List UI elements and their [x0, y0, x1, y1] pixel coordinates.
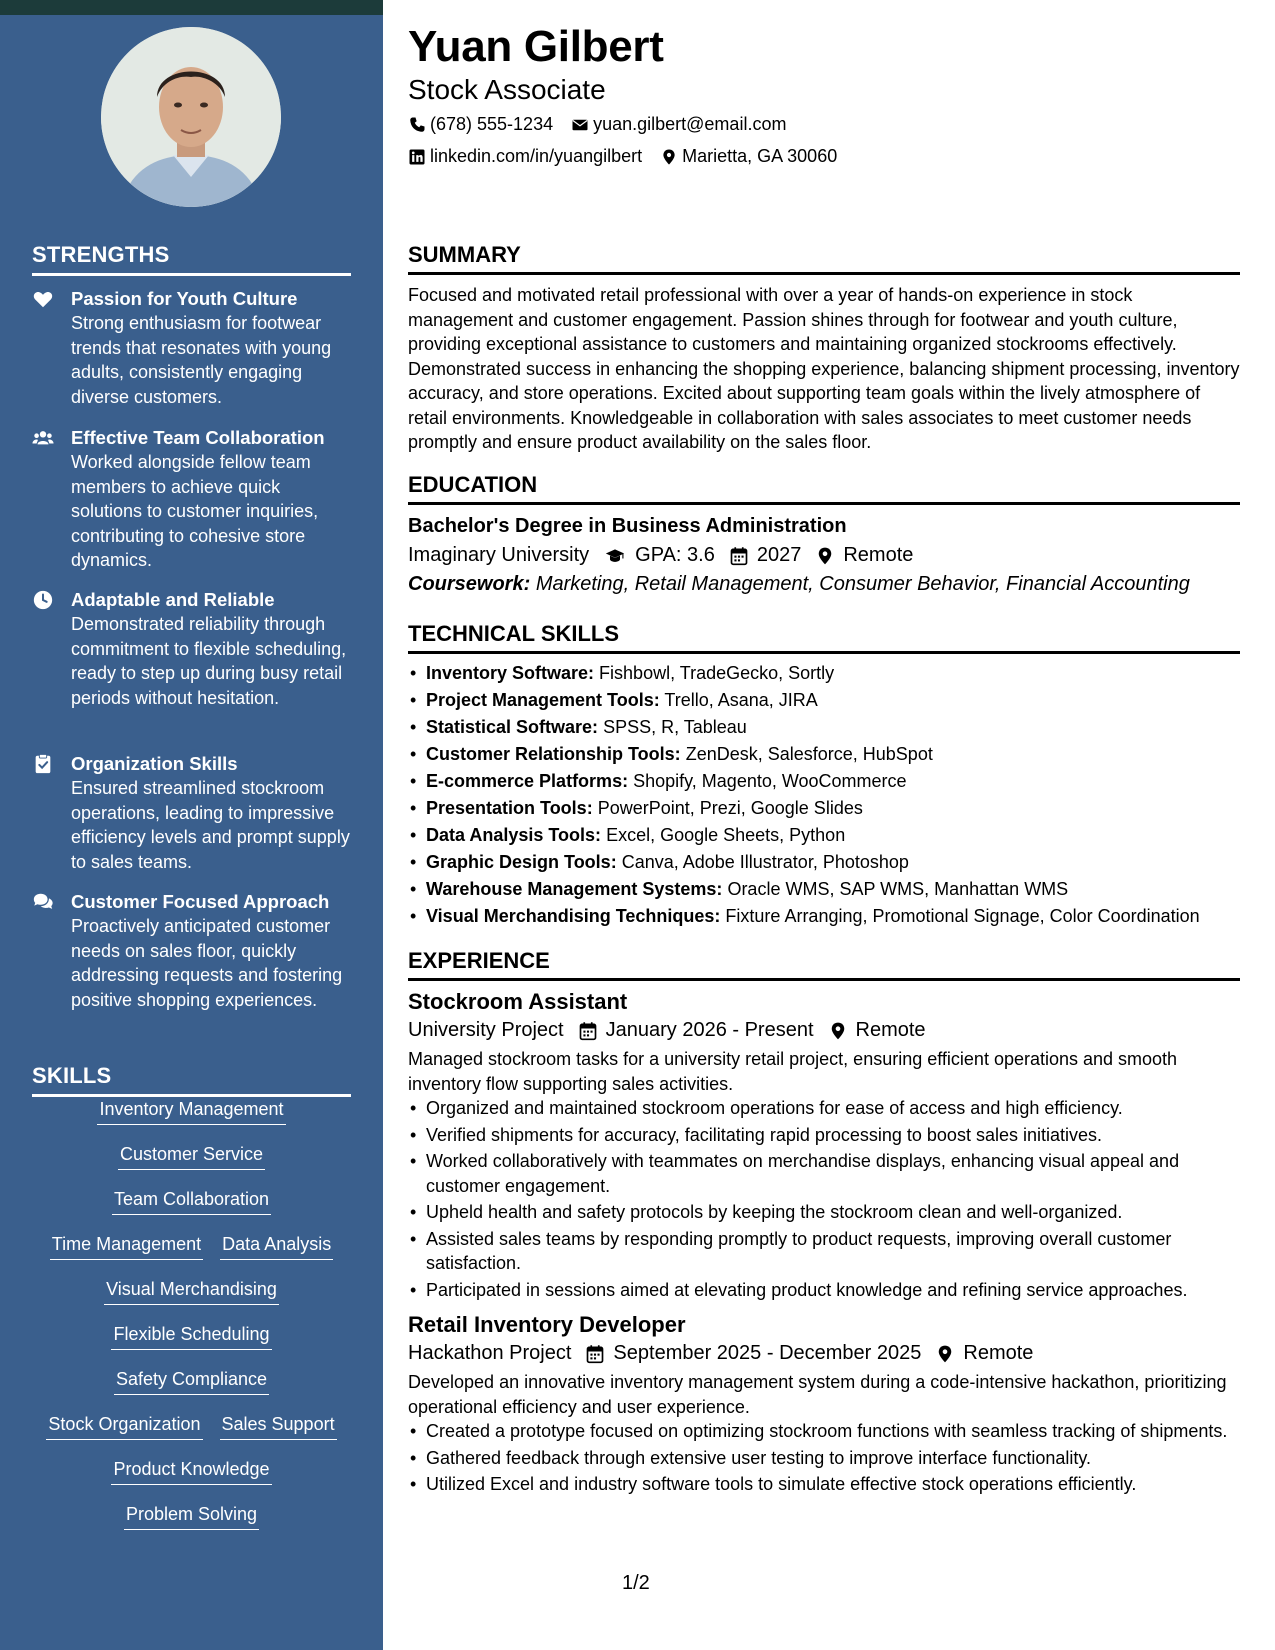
strength-description: Ensured streamlined stockroom operations, leading to impressive efficiency levels and prompt supply to sales teams.	[71, 778, 350, 872]
skill-tag: Time Management	[50, 1232, 203, 1260]
summary-heading: SUMMARY	[408, 242, 1240, 275]
skill-values: Excel, Google Sheets, Python	[606, 825, 846, 845]
job-dates: January 2026 - Present	[605, 1019, 814, 1041]
envelope-icon	[571, 116, 589, 134]
avatar	[101, 27, 281, 207]
gpa: GPA: 3.6	[635, 544, 715, 566]
job-location: Remote	[963, 1342, 1034, 1364]
linkedin-icon	[408, 148, 426, 166]
contact-row-2	[408, 146, 837, 167]
list-item: • Utilized Excel and industry software tools to simulate effective stock operations efficiently.	[408, 1472, 1240, 1497]
skill-category: Visual Merchandising Techniques:	[426, 906, 721, 926]
strength-title: Adaptable and Reliable	[71, 589, 275, 610]
job-organization: Hackathon Project	[408, 1342, 572, 1364]
job-title-headline: Stock Associate	[408, 74, 606, 105]
linkedin-url: linkedin.com/in/yuangilbert	[430, 146, 643, 166]
list-item: • Created a prototype focused on optimizing stockroom functions with seamless tracking of shipments.	[408, 1419, 1240, 1444]
technical-skills-list	[408, 660, 1240, 930]
location-contact	[660, 146, 837, 167]
phone-icon	[408, 116, 426, 134]
skill-category: Inventory Software:	[426, 663, 595, 683]
skill-tag: Safety Compliance	[114, 1367, 269, 1395]
strength-item	[32, 752, 351, 874]
graduation-cap-icon	[603, 546, 627, 566]
phone-number: (678) 555-1234	[430, 114, 554, 134]
job-summary: Developed an innovative inventory management system during a code-intensive hackathon, prioritizing operational efficiency and user experience.	[408, 1372, 1227, 1417]
skill-category: E-commerce Platforms:	[426, 771, 629, 791]
strength-title: Customer Focused Approach	[71, 891, 330, 912]
list-item	[408, 687, 1240, 714]
skill-category: Statistical Software:	[426, 717, 599, 737]
users-icon	[32, 427, 54, 449]
skill-tag: Flexible Scheduling	[111, 1322, 271, 1350]
strengths-section	[32, 242, 351, 276]
skill-values: Canva, Adobe Illustrator, Photoshop	[621, 852, 909, 872]
skill-tag: Inventory Management	[97, 1097, 285, 1125]
coursework-list: Marketing, Retail Management, Consumer Behavior, Financial Accounting	[535, 573, 1190, 595]
school-name: Imaginary University	[408, 544, 590, 566]
map-pin-icon	[828, 1021, 848, 1041]
contact-row	[408, 114, 786, 135]
calendar-icon	[585, 1344, 605, 1364]
summary-text: Focused and motivated retail professional with over a year of hands-on experience in stock management and customer engagement. Passion shines through for footwear and youth culture, providing exceptional assistance to customers and maintaining organized stockrooms effectively. Demonstrated success in enhancing the shopping experience, balancing shipment processing, inventory accuracy, and store operations. Excited about supporting team goals within the lively atmosphere of retail environments. Knowledgeable in collaboration with sales associates to meet customer needs promptly and ensure product availability on the sales floor.	[408, 285, 1240, 452]
skill-tag: Product Knowledge	[111, 1457, 271, 1485]
skill-values: Trello, Asana, JIRA	[664, 690, 818, 710]
skill-values: SPSS, R, Tableau	[603, 717, 747, 737]
strength-description: Worked alongside fellow team members to achieve quick solutions to customer inquiries, contributing to cohesive store dynamics.	[71, 452, 319, 570]
avatar-portrait-icon	[101, 27, 281, 207]
strength-item	[32, 588, 351, 710]
list-item: • Worked collaboratively with teammates on merchandise displays, enhancing visual appeal and customer engagement.	[408, 1149, 1240, 1198]
strength-item	[32, 287, 351, 409]
list-item	[408, 795, 1240, 822]
skill-tag: Visual Merchandising	[104, 1277, 279, 1305]
strength-description: Strong enthusiasm for footwear trends that resonates with young adults, consistently engaging diverse customers.	[71, 313, 332, 407]
skill-tag: Team Collaboration	[112, 1187, 271, 1215]
job-location: Remote	[855, 1019, 926, 1041]
strength-description: Demonstrated reliability through commitment to flexible scheduling, ready to step up during busy retail periods without hesitation.	[71, 614, 347, 708]
list-item: • Upheld health and safety protocols by keeping the stockroom clean and well-organized.	[408, 1200, 1240, 1225]
list-item	[408, 876, 1240, 903]
strength-title: Organization Skills	[71, 753, 238, 774]
job-title: Retail Inventory Developer	[408, 1312, 686, 1337]
strength-item	[32, 426, 351, 573]
calendar-icon	[578, 1021, 598, 1041]
education-section	[408, 472, 1240, 596]
skill-values: ZenDesk, Salesforce, HubSpot	[685, 744, 933, 764]
list-item	[408, 714, 1240, 741]
list-item: • Organized and maintained stockroom operations for ease of access and high efficiency.	[408, 1096, 1240, 1121]
education-location: Remote	[843, 544, 914, 566]
sidebar-top-bar	[0, 0, 383, 15]
skills-list	[32, 1097, 351, 1547]
job-bullets	[408, 1419, 1240, 1497]
heart-icon	[32, 288, 54, 310]
skill-category: Project Management Tools:	[426, 690, 660, 710]
job-title: Stockroom Assistant	[408, 989, 628, 1014]
education-heading: EDUCATION	[408, 472, 1240, 505]
job-entry	[408, 989, 1240, 1302]
linkedin-contact[interactable]	[408, 146, 642, 167]
skill-tag: Sales Support	[220, 1412, 337, 1440]
skill-category: Graphic Design Tools:	[426, 852, 617, 872]
experience-heading: EXPERIENCE	[408, 948, 1240, 981]
coursework	[408, 573, 1240, 596]
skill-values: PowerPoint, Prezi, Google Slides	[597, 798, 863, 818]
experience-section	[408, 948, 1240, 1499]
graduation-year: 2027	[756, 544, 802, 566]
calendar-icon	[729, 546, 749, 566]
skills-section	[32, 1063, 351, 1097]
skill-values: Fishbowl, TradeGecko, Sortly	[599, 663, 835, 683]
clock-icon	[32, 589, 54, 611]
list-item	[408, 768, 1240, 795]
skill-tag: Problem Solving	[124, 1502, 259, 1530]
list-item: • Assisted sales teams by responding promptly to product requests, improving overall customer satisfaction.	[408, 1227, 1240, 1276]
job-meta	[408, 1019, 1240, 1042]
strength-title: Effective Team Collaboration	[71, 427, 325, 448]
strength-title: Passion for Youth Culture	[71, 288, 298, 309]
job-summary: Managed stockroom tasks for a university retail project, ensuring efficient operations and smooth inventory flow supporting sales activities.	[408, 1049, 1178, 1094]
skill-values: Shopify, Magento, WooCommerce	[633, 771, 907, 791]
skills-heading: SKILLS	[32, 1063, 351, 1097]
skill-tag: Stock Organization	[46, 1412, 202, 1440]
map-pin-icon	[935, 1344, 955, 1364]
email-address: yuan.gilbert@email.com	[593, 114, 787, 134]
candidate-name: Yuan Gilbert	[408, 22, 664, 71]
education-meta	[408, 544, 1240, 567]
list-item	[408, 660, 1240, 687]
map-pin-icon	[660, 148, 678, 166]
sidebar	[0, 0, 383, 1650]
skill-tag: Data Analysis	[220, 1232, 333, 1260]
degree-title: Bachelor's Degree in Business Administration	[408, 515, 847, 537]
list-item	[408, 849, 1240, 876]
list-item: • Gathered feedback through extensive user testing to improve interface functionality.	[408, 1446, 1240, 1471]
job-bullets	[408, 1096, 1240, 1302]
skill-category: Warehouse Management Systems:	[426, 879, 723, 899]
skill-category: Customer Relationship Tools:	[426, 744, 681, 764]
job-dates: September 2025 - December 2025	[613, 1342, 922, 1364]
job-organization: University Project	[408, 1019, 564, 1041]
list-item	[408, 903, 1240, 930]
list-item	[408, 822, 1240, 849]
strength-item	[32, 890, 351, 1012]
strength-description: Proactively anticipated customer needs on sales floor, quickly addressing requests and fostering positive shopping experiences.	[71, 916, 343, 1010]
skill-tag: Customer Service	[118, 1142, 265, 1170]
job-entry	[408, 1312, 1240, 1497]
clipboard-check-icon	[32, 753, 54, 775]
skill-category: Data Analysis Tools:	[426, 825, 602, 845]
skill-category: Presentation Tools:	[426, 798, 593, 818]
list-item: • Participated in sessions aimed at elevating product knowledge and refining service approaches.	[408, 1278, 1240, 1303]
technical-skills-heading: TECHNICAL SKILLS	[408, 621, 1240, 654]
strengths-heading: STRENGTHS	[32, 242, 351, 276]
phone-contact[interactable]	[408, 114, 553, 135]
skill-values: Fixture Arranging, Promotional Signage, Color Coordination	[725, 906, 1200, 926]
job-meta	[408, 1342, 1240, 1365]
list-item: • Verified shipments for accuracy, facilitating rapid processing to boost sales initiatives.	[408, 1123, 1240, 1148]
skill-values: Oracle WMS, SAP WMS, Manhattan WMS	[727, 879, 1069, 899]
map-pin-icon	[815, 546, 835, 566]
coursework-label: Coursework:	[408, 573, 531, 595]
comments-icon	[32, 891, 54, 913]
location-text: Marietta, GA 30060	[682, 146, 838, 166]
email-contact[interactable]	[571, 114, 786, 135]
list-item	[408, 741, 1240, 768]
summary-section	[408, 242, 1240, 455]
page-number: 1/2	[622, 1572, 650, 1594]
technical-skills-section	[408, 621, 1240, 930]
